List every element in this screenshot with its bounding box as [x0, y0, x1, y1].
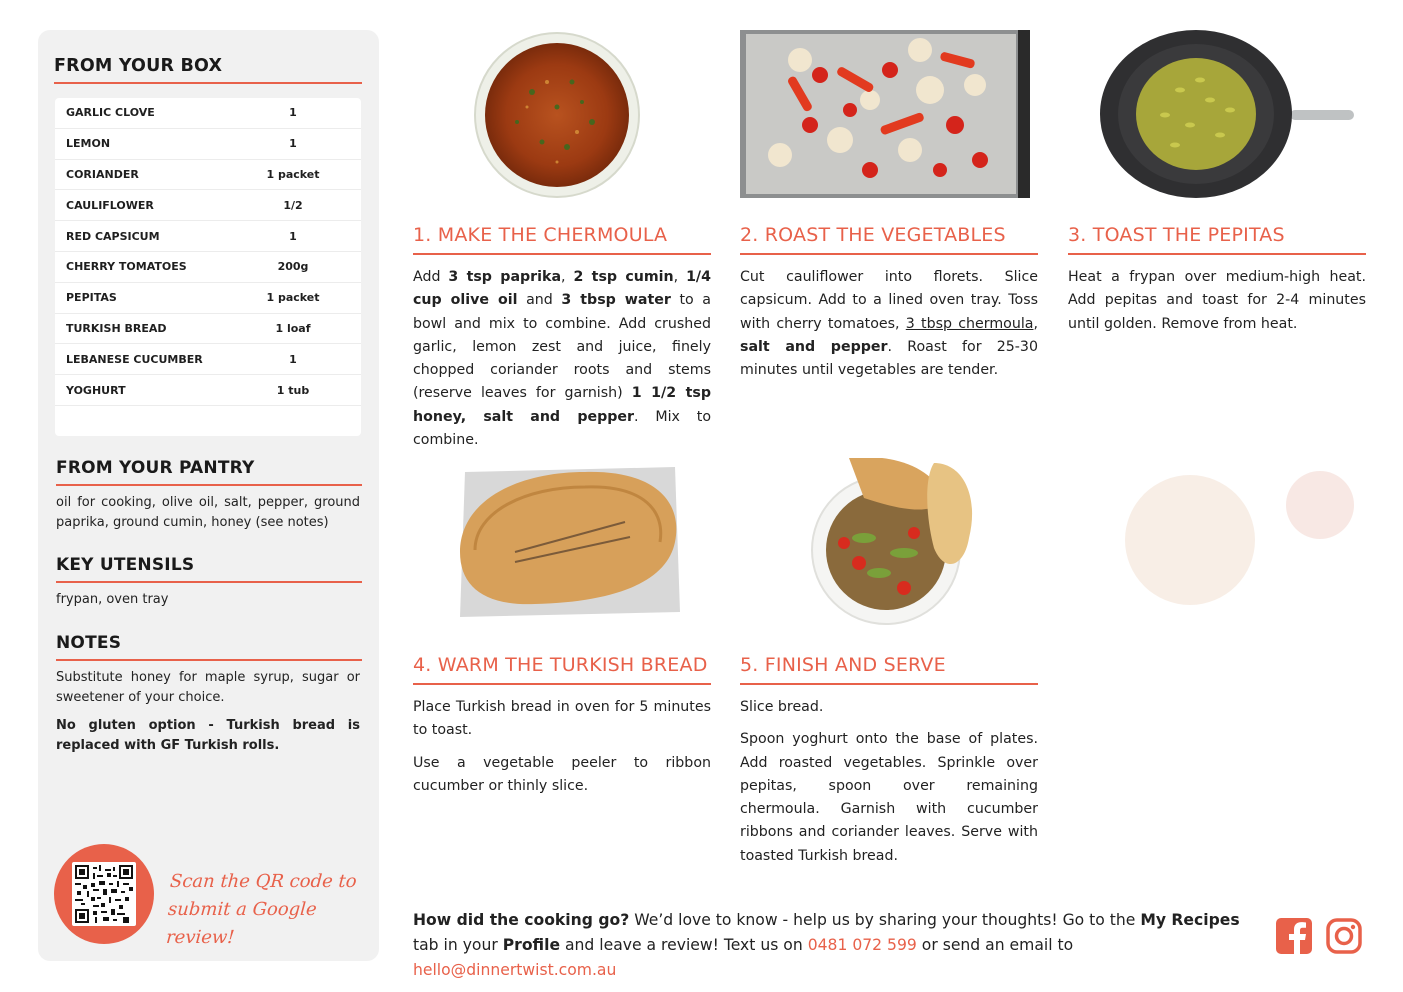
- text-bold: salt and pepper: [740, 338, 888, 355]
- key-utensils-title: KEY UTENSILS: [56, 555, 195, 575]
- text-underlined: 3 tbsp chermoula: [905, 315, 1034, 332]
- from-your-box-title: FROM YOUR BOX: [54, 56, 223, 76]
- step-5-body: [740, 696, 1038, 868]
- text-bold: 3 tbsp water: [561, 292, 671, 309]
- ingredient-name: CHERRY TOMATOES: [66, 260, 187, 274]
- ingredient-name: CAULIFLOWER: [66, 198, 154, 212]
- text: We’d love to know - help us by sharing your thoughts! Go to the: [629, 911, 1141, 929]
- text: and leave a review! Text us on: [560, 936, 808, 954]
- faded-dish-image: [1120, 460, 1356, 610]
- finished-dish-image: [804, 458, 980, 626]
- from-your-pantry-title: FROM YOUR PANTRY: [56, 458, 255, 478]
- divider: [1068, 253, 1366, 255]
- step-5-para-2: Spoon yoghurt onto the base of plates. Add roasted vegetables. Sprinkle over pepitas, spoon over remaining chermoula. Garnish with cucumber ribbons and coriander leaves. Serve with toasted Turkish bread.: [740, 731, 1038, 864]
- facebook-icon[interactable]: [1276, 918, 1312, 954]
- pantry-text: oil for cooking, olive oil, salt, pepper, ground paprika, ground cumin, honey (see notes): [56, 495, 360, 530]
- phone-link[interactable]: 0481 072 599: [807, 936, 917, 954]
- utensils-text: frypan, oven tray: [56, 592, 169, 607]
- notes-text: Substitute honey for maple syrup, sugar or sweetener of your choice.: [56, 670, 360, 705]
- text: to a bowl and mix to combine. Add crushed garlic, lemon zest and juice, finely chopped coriander roots and stems (reserve leaves for garnish): [413, 292, 711, 402]
- step-4-para-1: Place Turkish bread in oven for 5 minutes to toast.: [413, 699, 711, 739]
- step-2-body: [740, 266, 1038, 382]
- review-footer: [413, 908, 1263, 983]
- step-1-body: [413, 266, 711, 452]
- ingredient-name: GARLIC CLOVE: [66, 106, 155, 120]
- text-bold: 1 1/2 tsp honey, salt and pepper: [413, 385, 711, 425]
- step-4-title: 4. WARM THE TURKISH BREAD: [413, 654, 708, 676]
- step-3-body: [1068, 266, 1366, 336]
- divider: [740, 253, 1038, 255]
- sidebar: [38, 30, 379, 961]
- divider: [56, 581, 362, 583]
- divider: [56, 484, 362, 486]
- text-bold: Profile: [502, 936, 561, 954]
- notes-title: NOTES: [56, 633, 122, 653]
- text: Cut cauliflower into florets. Slice capsicum. Add to a lined oven tray. Toss with cherry tomatoes,: [740, 269, 1038, 332]
- qr-caption-line: Scan the QR code to: [169, 871, 358, 892]
- ingredient-row: [55, 129, 361, 160]
- divider: [54, 82, 362, 84]
- chermoula-bowl-image: [472, 32, 642, 198]
- divider: [740, 683, 1038, 685]
- ingredient-name: LEMON: [66, 137, 111, 151]
- ingredient-qty: 1 loaf: [275, 321, 311, 335]
- divider: [413, 683, 711, 685]
- ingredient-row: [55, 160, 361, 191]
- ingredient-row: [55, 98, 361, 129]
- ingredient-qty: 1: [289, 106, 297, 120]
- step-3-text: Heat a frypan over medium-high heat. Add pepitas and toast for 2-4 minutes until golden. Remove from heat.: [1068, 269, 1366, 332]
- step-2-title: 2. ROAST THE VEGETABLES: [740, 224, 1006, 246]
- step-4-body: [413, 696, 711, 798]
- text: Add: [413, 269, 449, 285]
- toast-pepitas-image: [1100, 30, 1356, 198]
- ingredient-name: YOGHURT: [66, 383, 126, 397]
- text-bold: 3 tsp paprika: [448, 269, 562, 285]
- ingredient-name: CORIANDER: [66, 167, 139, 181]
- ingredient-row: [55, 190, 361, 221]
- ingredient-qty: 1 tub: [276, 383, 310, 397]
- ingredient-name: RED CAPSICUM: [66, 229, 160, 243]
- qr-code[interactable]: [72, 862, 136, 926]
- ingredient-qty: 1: [289, 229, 297, 243]
- text-bold: How did the cooking go?: [413, 911, 630, 929]
- text: . Roast for 25-30 minutes until vegetables are tender.: [740, 338, 1038, 379]
- ingredient-qty: 1: [289, 352, 297, 366]
- text: ,: [561, 269, 574, 285]
- ingredient-row: [55, 283, 361, 314]
- ingredient-row: [55, 375, 361, 406]
- step-5-title: 5. FINISH AND SERVE: [740, 654, 946, 676]
- text: or send an email to: [916, 936, 1074, 954]
- ingredient-qty: 1 packet: [266, 167, 320, 181]
- email-link[interactable]: hello@dinnertwist.com.au: [413, 961, 617, 979]
- step-5-para-1: Slice bread.: [740, 699, 824, 715]
- ingredient-qty: 1 packet: [266, 291, 320, 305]
- ingredient-row: [55, 221, 361, 252]
- qr-badge[interactable]: [54, 844, 154, 944]
- divider: [413, 253, 711, 255]
- text: ,: [673, 269, 687, 285]
- ingredient-row: [55, 314, 361, 345]
- text: ,: [1033, 315, 1038, 332]
- notes-gluten-text: No gluten option - Turkish bread is replaced with GF Turkish rolls.: [56, 718, 360, 753]
- step-1-title: 1. MAKE THE CHERMOULA: [413, 224, 668, 246]
- qr-caption-line: submit a Google review!: [165, 899, 318, 948]
- qr-code-icon: [75, 865, 133, 923]
- step-4-para-2: Use a vegetable peeler to ribbon cucumber or thinly slice.: [413, 754, 711, 794]
- text: tab in your: [413, 936, 503, 954]
- turkish-bread-image: [455, 462, 683, 622]
- instagram-icon[interactable]: [1326, 918, 1362, 954]
- ingredient-name: PEPITAS: [66, 291, 117, 305]
- text-bold: 1/4 cup olive oil: [413, 269, 711, 309]
- roast-vegetables-image: [740, 30, 1030, 198]
- ingredient-qty: 1: [289, 137, 297, 151]
- ingredient-row: [55, 252, 361, 283]
- ingredient-row: [55, 344, 361, 375]
- text: and: [517, 292, 562, 309]
- ingredients-table: [55, 98, 361, 436]
- qr-caption: [165, 868, 382, 952]
- text-bold: 2 tsp cumin: [573, 269, 674, 285]
- text-bold: My Recipes: [1140, 911, 1240, 929]
- text: . Mix to combine.: [413, 408, 712, 449]
- ingredient-name: LEBANESE CUCUMBER: [66, 352, 203, 366]
- divider: [56, 659, 362, 661]
- ingredient-qty: 1/2: [283, 198, 303, 212]
- ingredient-name: TURKISH BREAD: [66, 321, 167, 335]
- ingredient-qty: 200g: [277, 260, 309, 274]
- step-3-title: 3. TOAST THE PEPITAS: [1068, 224, 1285, 246]
